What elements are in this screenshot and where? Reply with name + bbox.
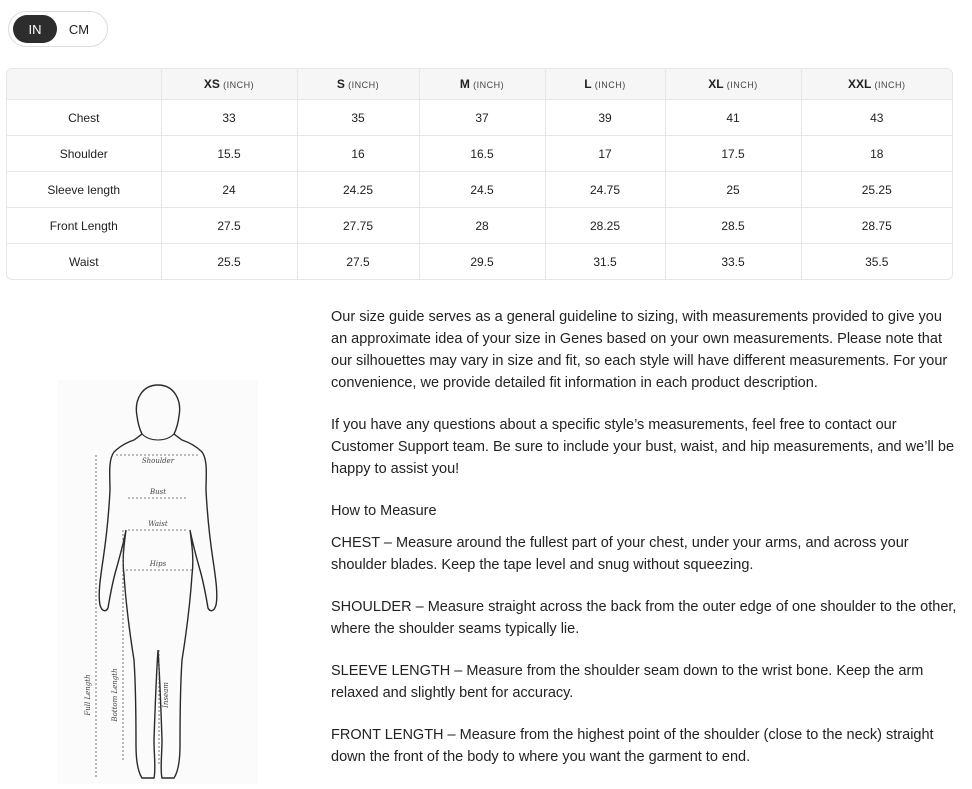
table-cell: 41 [665,100,801,136]
table-cell: 43 [801,100,952,136]
intro-paragraph: Our size guide serves as a general guideline to sizing, with measurements provided to give you an approximate idea of your size in Genes based on your own measurements. Please note that our silhouettes may vary in size and fit, so each style will have different measurements. For your convenience, we provide detailed fit information in each product description. [331,309,948,391]
row-label: Chest [7,100,161,136]
table-row [7,244,952,280]
table-cell: 33.5 [665,244,801,280]
table-cell: 16.5 [419,136,545,172]
body-measurement-illustration [58,380,258,784]
size-header-l: L (INCH) [545,69,665,100]
shoulder-label: Shoulder [141,457,175,465]
illustration-background [58,380,258,784]
measure-item-chest: CHEST – Measure around the fullest part of your chest, under your arms, and across your shoulder blades. Keep the tape level and snug without squeezing. [331,535,909,573]
table-cell: 24 [161,172,297,208]
table-row [7,208,952,244]
table-cell: 31.5 [545,244,665,280]
table-cell: 33 [161,100,297,136]
how-to-measure-heading: How to Measure [331,503,437,519]
unit-cm-button[interactable]: CM [68,21,90,37]
table-cell: 17 [545,136,665,172]
waist-label: Waist [148,520,168,528]
table-cell: 25 [665,172,801,208]
table-cell: 15.5 [161,136,297,172]
unit-toggle [8,11,108,47]
table-cell: 28.75 [801,208,952,244]
table-cell: 28 [419,208,545,244]
full-length-label: Full Length [84,674,92,716]
row-label: Waist [7,244,161,280]
table-cell: 17.5 [665,136,801,172]
table-row [7,100,952,136]
size-header-row [7,69,952,100]
table-cell: 28.5 [665,208,801,244]
table-cell: 27.5 [297,244,419,280]
inseam-label: Inseam [162,682,170,708]
size-header-xxl: XXL (INCH) [801,69,952,100]
table-cell: 24.75 [545,172,665,208]
hips-label: Hips [149,560,167,568]
table-cell: 35 [297,100,419,136]
row-label: Sleeve length [7,172,161,208]
table-cell: 35.5 [865,254,889,269]
table-row [7,136,952,172]
measure-item-front-length: FRONT LENGTH – Measure from the highest point of the shoulder (close to the neck) straight down the front of the body to where you want the garment to end. [331,727,934,765]
table-cell: 25.25 [801,172,952,208]
size-header-m: M (INCH) [419,69,545,100]
size-guide-text [331,306,961,788]
row-label: Shoulder [7,136,161,172]
table-cell: 27.75 [297,208,419,244]
header-corner [7,69,161,100]
table-cell: 37 [419,100,545,136]
unit-in-button[interactable]: IN [13,15,57,43]
contact-paragraph: If you have any questions about a specific style’s measurements, feel free to contact our Customer Support team. Be sure to include your bust, waist, and hip measurements, and we’ll be happy to assist you! [331,417,955,477]
table-cell: 16 [297,136,419,172]
measure-item-shoulder: SHOULDER – Measure straight across the back from the outer edge of one shoulder to the other, where the shoulder seams typically lie. [331,599,957,637]
table-row [7,172,952,208]
table-cell: 27.5 [161,208,297,244]
table-cell: 25.5 [161,244,297,280]
size-header-xl: XL (INCH) [665,69,801,100]
table-cell: 24.25 [297,172,419,208]
table-cell: 24.5 [419,172,545,208]
table-cell: 28.25 [545,208,665,244]
table-cell: 39 [545,100,665,136]
size-header-xs: XS (INCH) [161,69,297,100]
table-cell: 18 [801,136,952,172]
bottom-length-label: Bottom Length [111,668,119,722]
measure-item-sleeve-length: SLEEVE LENGTH – Measure from the shoulder seam down to the wrist bone. Keep the arm relaxed and slightly bent for accuracy. [331,663,924,701]
table-cell: 29.5 [419,244,545,280]
size-table [6,68,953,280]
row-label: Front Length [7,208,161,244]
size-header-s: S (INCH) [297,69,419,100]
bust-label: Bust [149,488,167,496]
